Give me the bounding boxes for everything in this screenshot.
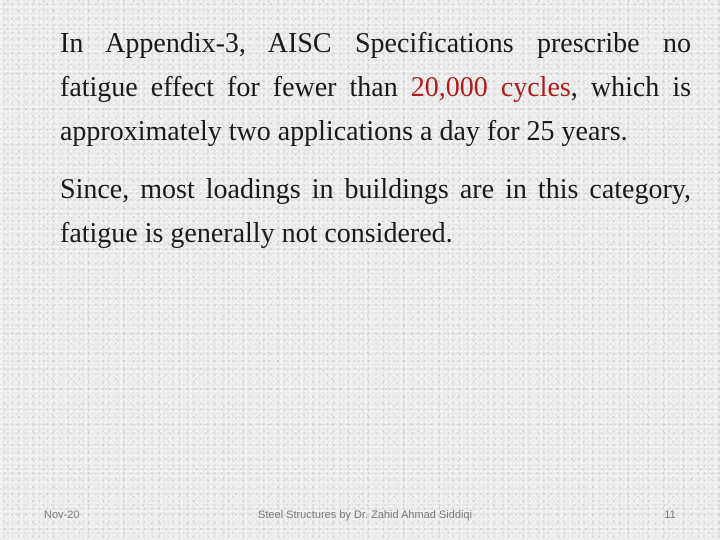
paragraph-fatigue-not-considered: Since, most loadings in buildings are in this category, fatigue is generally not considered. — [60, 174, 691, 249]
paragraph-1-text-start: In Appendix-3, AISC Specifications prescribe no fatigue effect for fewer than — [60, 28, 691, 103]
footer-page-number: 11 — [664, 509, 676, 521]
footer-title: Steel Structures by Dr. Zahid Ahmad Siddiqi — [258, 509, 472, 521]
slide-body — [60, 22, 691, 256]
highlighted-cycles: 20,000 cycles — [410, 72, 571, 103]
paragraph-1-text-end: , which is approximately two applications a day for 25 years. — [60, 72, 691, 147]
footer-date: Nov-20 — [44, 509, 80, 521]
paragraph-fatigue-limit — [60, 22, 691, 154]
